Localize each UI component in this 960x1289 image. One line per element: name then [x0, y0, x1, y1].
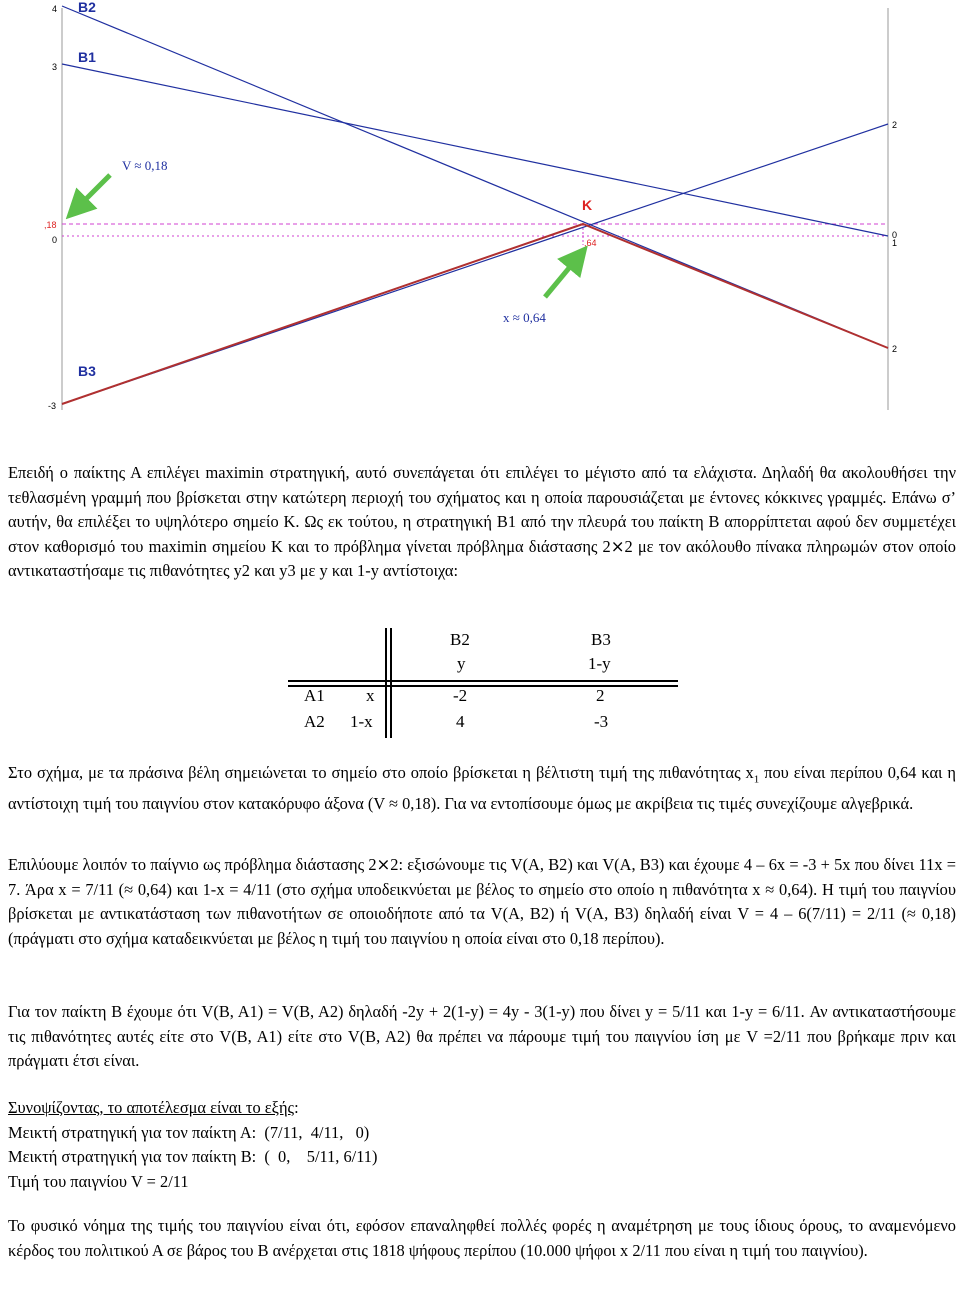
table-cell: -2 — [453, 686, 468, 705]
summary-heading-text: Συνοψίζοντας, το αποτέλεσμα είναι το εξής — [8, 1098, 295, 1117]
table-cell: 2 — [596, 686, 605, 705]
col-prob-1-y: 1-y — [588, 654, 611, 673]
summary-block — [8, 1096, 956, 1194]
paragraph-part: Στο σχήμα, με τα πράσινα βέλη σημειώνεται το σημείο στο οποίο βρίσκεται η βέλτιστη τιμή της πιθανότητας x — [8, 763, 754, 782]
x-annotation: x ≈ 0,64 — [503, 310, 546, 325]
paragraph-text — [8, 761, 956, 816]
right-tick-minus2: 2 — [892, 344, 898, 354]
paragraph-player-b — [8, 1000, 956, 1074]
paragraph-algebra — [8, 853, 956, 951]
paragraph-text: Το φυσικό νόημα της τιμής του παιγνίου είναι ότι, εφόσον επαναληφθεί πολλές φορές η αναμέτρηση με τους ίδιους όρους, το αναμενόμενο κέρδος του πολιτικού Α σε βάρος του Β ανέρχεται στις 1818 ψήφους περίπου (10.000 ψήφοι x 2/11 που είναι η τιμή του παιγνίου). — [8, 1216, 956, 1260]
right-tick-2: 2 — [892, 120, 898, 130]
row-prob-x: x — [366, 686, 375, 705]
col-header-b2: B2 — [450, 630, 470, 649]
x-value-label: ,64 — [584, 238, 597, 248]
right-tick-0: 0 — [892, 230, 898, 240]
left-tick-3: 3 — [52, 62, 58, 72]
maximin-envelope — [62, 224, 888, 404]
left-tick-4: 4 — [52, 4, 58, 14]
value-level-label: ,18 — [44, 220, 57, 230]
right-tick-1: 1 — [892, 238, 898, 248]
paragraph-meaning — [8, 1214, 956, 1263]
row-name-a1: A1 — [304, 686, 325, 705]
strategy-graph — [0, 0, 960, 420]
col-header-b3: B3 — [591, 630, 611, 649]
table-cell: 4 — [456, 712, 465, 731]
summary-strategy-a: Μεικτή στρατηγική για τον παίκτη Α: (7/11, 4/11, 0) — [8, 1122, 370, 1142]
v-annotation: V ≈ 0,18 — [122, 158, 168, 173]
col-prob-y: y — [457, 654, 466, 673]
summary-value: Τιμή του παιγνίου V = 2/11 — [8, 1171, 189, 1191]
series-label-b1: B1 — [78, 49, 96, 65]
k-point-label: K — [582, 197, 593, 213]
strategy-figure — [0, 0, 960, 420]
paragraph-text: Για τον παίκτη Β έχουμε ότι V(B, A1) = V(B, A2) δηλαδή -2y + 2(1-y) = 4y - 3(1-y) που δίνει y = 5/11 και 1-y = 6/11. Αν αντικαταστήσουμε τις πιθανότητες αυτές είτε στο V(B, A1) είτε στο V(B, A2) θα πρέπει να πάρουμε τιμή του παιγνίου ίση με V =2/11 που βρήκαμε πριν και πράγματι έτσι είναι. — [8, 1002, 956, 1070]
payoff-table — [288, 628, 678, 738]
paragraph-text: Επιλύουμε λοιπόν το παίγνιο ως πρόβλημα διάστασης 2⨯2: εξισώνουμε τις V(A, B2) και V(A, B3) και έχουμε 4 – 6x = -3 + 5x που δίνει 11x = 7. Άρα x = 7/11 (≈ 0,64) και 1-x = 4/11 (στο σχήμα υποδεικνύεται με βέλος το σημείο στο οποίο η πιθανότητα x ≈ 0,64). Η τιμή του παιγνίου βρίσκεται με αντικατάσταση των πιθανοτήτων σε οποιοδήποτε από τα V(A, B2) ή V(A, B3) δηλαδή είναι V = 4 – 6(7/11) = 2/11 (≈ 0,18) (πράγματι στο σχήμα καταδεικνύεται με βέλος η τιμή του παιγνίου η οποία είναι στο 0,18 περίπου). — [8, 855, 956, 948]
series-label-b2: B2 — [78, 0, 96, 15]
left-tick-0: 0 — [52, 235, 58, 245]
left-tick-minus3: -3 — [48, 401, 57, 411]
table-divider — [390, 628, 392, 738]
value-arrow-icon — [70, 175, 110, 215]
paragraph-text: Επειδή ο παίκτης Α επιλέγει maximin στρατηγική, αυτό συνεπάγεται ότι επιλέγει το μέγιστο από τα ελάχιστα. Δηλαδή θα ακολουθήσει την τεθλασμένη γραμμή που βρίσκεται στην κατώτερη περιοχή του σχήματος και η οποία παρουσιάζεται με έντονες κόκκινες γραμμές. Επάνω σ’ αυτήν, θα επιλέξει το υψηλότερο σημείο Κ. Ως εκ τούτου, η στρατηγική Β1 από την πλευρά του παίκτη Β απορρίπτεται αφού δεν συμμετέχει στον καθορισμό του maximin σημείου Κ και το πρόβλημα γίνεται πρόβλημα διάστασης 2⨯2 με τον ακόλουθο πίνακα πληρωμών στον οποίο αντικαταστήσαμε τις πιθανότητες y2 και y3 με y και 1-y αντίστοιχα: — [8, 463, 956, 580]
subscript: 1 — [753, 773, 760, 786]
summary-colon: : — [294, 1098, 299, 1117]
table-divider — [288, 680, 678, 682]
table-divider — [288, 685, 678, 687]
paragraph-part: που είναι περίπου 0,64 και η αντίστοιχη τιμή του παιγνίου στον κατακόρυφο άξονα (V ≈ 0,18). Για να εντοπίσουμε όμως με ακρίβεια τις τιμές συνεχίζουμε αλγεβρικά. — [8, 763, 956, 813]
summary-strategy-b: Μεικτή στρατηγική για τον παίκτη Β: ( 0, 5/11, 6/11) — [8, 1147, 378, 1166]
row-name-a2: A2 — [304, 712, 325, 731]
series-label-b3: B3 — [78, 363, 96, 379]
paragraph-arrows — [8, 761, 956, 816]
row-prob-1-x: 1-x — [350, 712, 373, 731]
x-arrow-icon — [545, 250, 584, 297]
table-divider — [385, 628, 387, 738]
summary-heading — [8, 1096, 956, 1121]
series-line-b1 — [62, 64, 888, 236]
paragraph-maximin — [8, 461, 956, 584]
table-cell: -3 — [594, 712, 609, 731]
